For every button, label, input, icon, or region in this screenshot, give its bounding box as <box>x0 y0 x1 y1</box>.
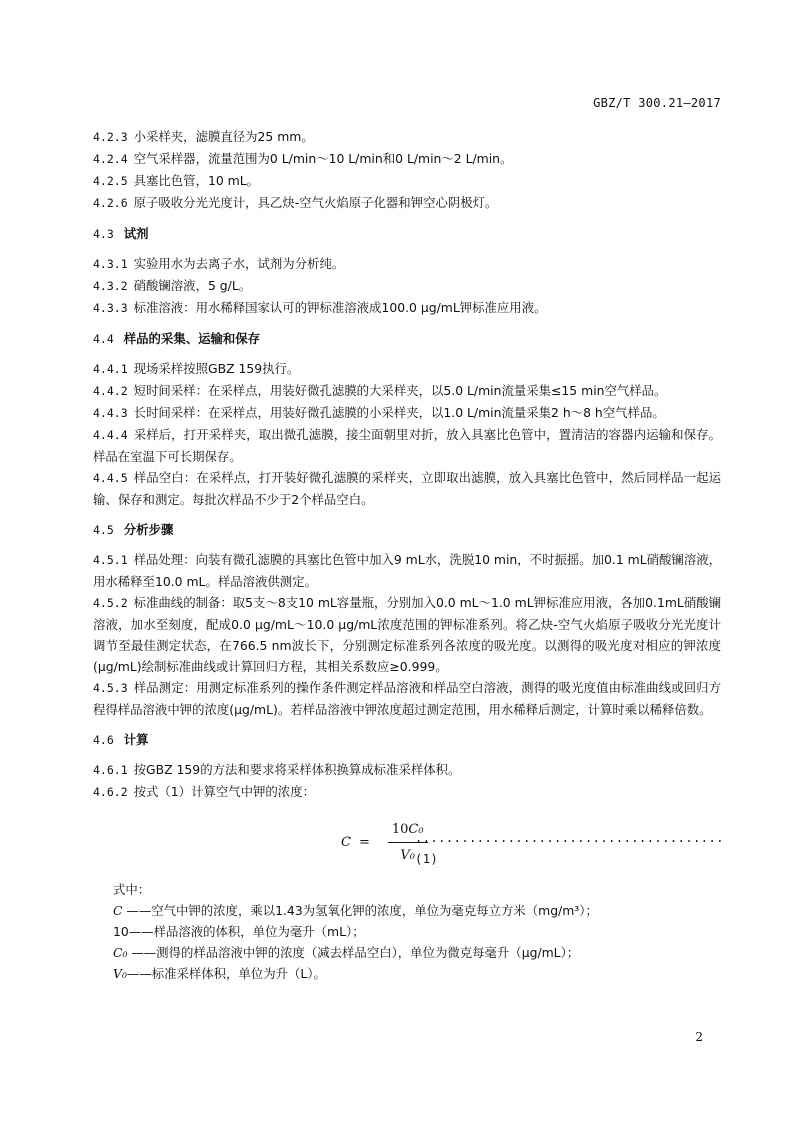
section-title: 计算 <box>123 732 149 747</box>
clause-text: 标准曲线的制备：取5支～8支10 mL容量瓶，分别加入0.0 mL～1.0 mL钾标准应用液，各加0.1mL硝酸镧溶液，加水至刻度，配成0.0 μg/mL～10.0 μg/mL浓度范围的钾标准系列。将乙炔-空气火焰原子吸收分光光度计调节至最佳测定状态，在766.5 nm波长下，分别测定标准系列各浓度的吸光度。以测得的吸光度对相应的钾浓度(μg/mL)绘制标准曲线或计算回归方程，其相关系数应≥0.999。 <box>93 595 721 674</box>
clause-number: 4.3.3 <box>93 301 128 315</box>
clause-4-3-2 <box>93 275 721 297</box>
section-number: 4.5 <box>93 523 114 537</box>
section-4-5-items <box>93 549 721 720</box>
clause-4-5-3 <box>93 677 721 720</box>
clause-4-2-6 <box>93 192 721 214</box>
clause-text: 采样后，打开采样夹，取出微孔滤膜，接尘面朝里对折，放入具塞比色管中，置清洁的容器内运输和保存。样品在室温下可长期保存。 <box>93 427 721 464</box>
definition-symbol: 10 <box>113 924 129 939</box>
clause-number: 4.4.1 <box>93 362 128 376</box>
clause-text: 具塞比色管，10 mL。 <box>133 173 260 188</box>
definition-text: ——空气中钾的浓度，乘以1.43为氢氧化钾的浓度，单位为毫克每立方米（mg/m³）； <box>122 903 598 918</box>
section-heading-4-3 <box>93 223 721 245</box>
section-title: 分析步骤 <box>123 522 174 537</box>
section-4-2-items <box>93 126 721 214</box>
clause-text: 空气采样器，流量范围为0 L/min～10 L/min和0 L/min～2 L/min。 <box>133 151 513 166</box>
clause-4-4-3 <box>93 402 721 424</box>
definition-c <box>113 900 721 921</box>
section-heading-4-4 <box>93 328 721 350</box>
variable-definitions <box>93 900 721 984</box>
clause-number: 4.2.4 <box>93 152 128 166</box>
clause-number: 4.6.1 <box>93 763 128 777</box>
clause-text: 原子吸收分光光度计，具乙炔-空气火焰原子化器和钾空心阴极灯。 <box>133 195 498 210</box>
definition-10 <box>113 921 721 942</box>
clause-4-2-5 <box>93 170 721 192</box>
clause-text: 现场采样按照GBZ 159执行。 <box>133 361 300 376</box>
clause-number: 4.4.5 <box>93 471 128 485</box>
definition-text: ——测得的样品溶液中钾的浓度（减去样品空白），单位为微克每毫升（μg/mL）； <box>127 945 580 960</box>
numerator-variable: C₀ <box>408 822 424 837</box>
clause-number: 4.2.6 <box>93 196 128 210</box>
clause-4-2-3 <box>93 126 721 148</box>
formula-equals: = <box>358 835 370 850</box>
clause-number: 4.5.3 <box>93 681 128 695</box>
clause-4-3-1 <box>93 253 721 275</box>
clause-4-4-2 <box>93 380 721 402</box>
clause-number: 4.3.2 <box>93 279 128 293</box>
clause-4-5-2 <box>93 592 721 677</box>
clause-number: 4.2.3 <box>93 130 128 144</box>
formula-leader <box>415 828 724 870</box>
clause-number: 4.6.2 <box>93 785 128 799</box>
clause-4-4-5 <box>93 467 721 510</box>
clause-number: 4.4.4 <box>93 428 128 442</box>
leader-dots: ........................................ <box>415 831 724 845</box>
clause-number: 4.4.3 <box>93 406 128 420</box>
clause-4-2-4 <box>93 148 721 170</box>
clause-number: 4.3.1 <box>93 257 128 271</box>
section-number: 4.3 <box>93 227 114 241</box>
clause-text: 小采样夹，滤膜直径为25 mm。 <box>133 129 314 144</box>
clause-text: 样品测定：用测定标准系列的操作条件测定样品溶液和样品空白溶液，测得的吸光度值由标准曲线或回归方程得样品溶液中钾的浓度(μg/mL)。若样品溶液中钾浓度超过测定范围，用水稀释后测定，计算时乘以稀释倍数。 <box>93 680 721 717</box>
clause-number: 4.5.1 <box>93 553 128 567</box>
clause-text: 实验用水为去离子水，试剂为分析纯。 <box>133 256 345 271</box>
formula-lhs: C <box>341 835 351 850</box>
section-4-3-items <box>93 253 721 319</box>
definition-symbol: C₀ <box>113 945 128 960</box>
section-title: 样品的采集、运输和保存 <box>123 331 261 346</box>
section-heading-4-6 <box>93 729 721 751</box>
section-number: 4.6 <box>93 733 114 747</box>
clause-number: 4.2.5 <box>93 174 128 188</box>
clause-4-6-2 <box>93 781 721 803</box>
clause-number: 4.5.2 <box>93 596 128 610</box>
clause-text: 硝酸镧溶液，5 g/L。 <box>133 278 252 293</box>
standard-code: GBZ/T 300.21—2017 <box>593 96 721 110</box>
clause-4-3-3 <box>93 297 721 319</box>
definition-symbol: V₀ <box>113 966 127 981</box>
section-heading-4-5 <box>93 519 721 541</box>
clause-text: 按式（1）计算空气中钾的浓度： <box>133 784 315 799</box>
clause-text: 标准溶液：用水稀释国家认可的钾标准溶液成100.0 μg/mL钾标准应用液。 <box>133 300 547 315</box>
section-number: 4.4 <box>93 332 114 346</box>
clause-4-4-1 <box>93 358 721 380</box>
clause-text: 样品空白：在采样点，打开装好微孔滤膜的采样夹，立即取出滤膜，放入具塞比色管中，然后同样品一起运输、保存和测定。每批次样品不少于2个样品空白。 <box>93 470 721 507</box>
definition-symbol: C <box>113 903 123 918</box>
clause-4-6-1 <box>93 759 721 781</box>
where-label: 式中： <box>113 882 151 897</box>
fraction-denominator: V₀ <box>400 848 416 863</box>
clause-4-5-1 <box>93 549 721 592</box>
clause-text: 短时间采样：在采样点，用装好微孔滤膜的大采样夹，以5.0 L/min流量采集≤15 min空气样品。 <box>133 383 667 398</box>
numerator-coefficient: 10 <box>391 822 409 837</box>
section-4-4-items <box>93 358 721 510</box>
clause-text: 长时间采样：在采样点，用装好微孔滤膜的小采样夹，以1.0 L/min流量采集2 h～8 h空气样品。 <box>133 405 665 420</box>
clause-text: 按GBZ 159的方法和要求将采样体积换算成标准采样体积。 <box>133 762 461 777</box>
definition-text: ——样品溶液的体积，单位为毫升（mL）； <box>128 924 365 939</box>
clause-text: 样品处理：向装有微孔滤膜的具塞比色管中加入9 mL水，洗脱10 min，不时振摇。加0.1 mL硝酸镧溶液，用水稀释至10.0 mL。样品溶液供测定。 <box>93 552 721 589</box>
definition-c0 <box>113 942 721 963</box>
formula-block <box>93 813 724 875</box>
section-4-6-items <box>93 759 721 803</box>
page-number: 2 <box>695 1030 703 1044</box>
equation-number: (1) <box>415 852 439 866</box>
clause-number: 4.4.2 <box>93 384 128 398</box>
clause-4-4-4 <box>93 424 721 467</box>
document-body <box>93 126 724 984</box>
definition-text: ——标准采样体积，单位为升（L）。 <box>126 966 326 981</box>
definition-v0 <box>113 963 721 984</box>
section-title: 试剂 <box>123 226 149 241</box>
